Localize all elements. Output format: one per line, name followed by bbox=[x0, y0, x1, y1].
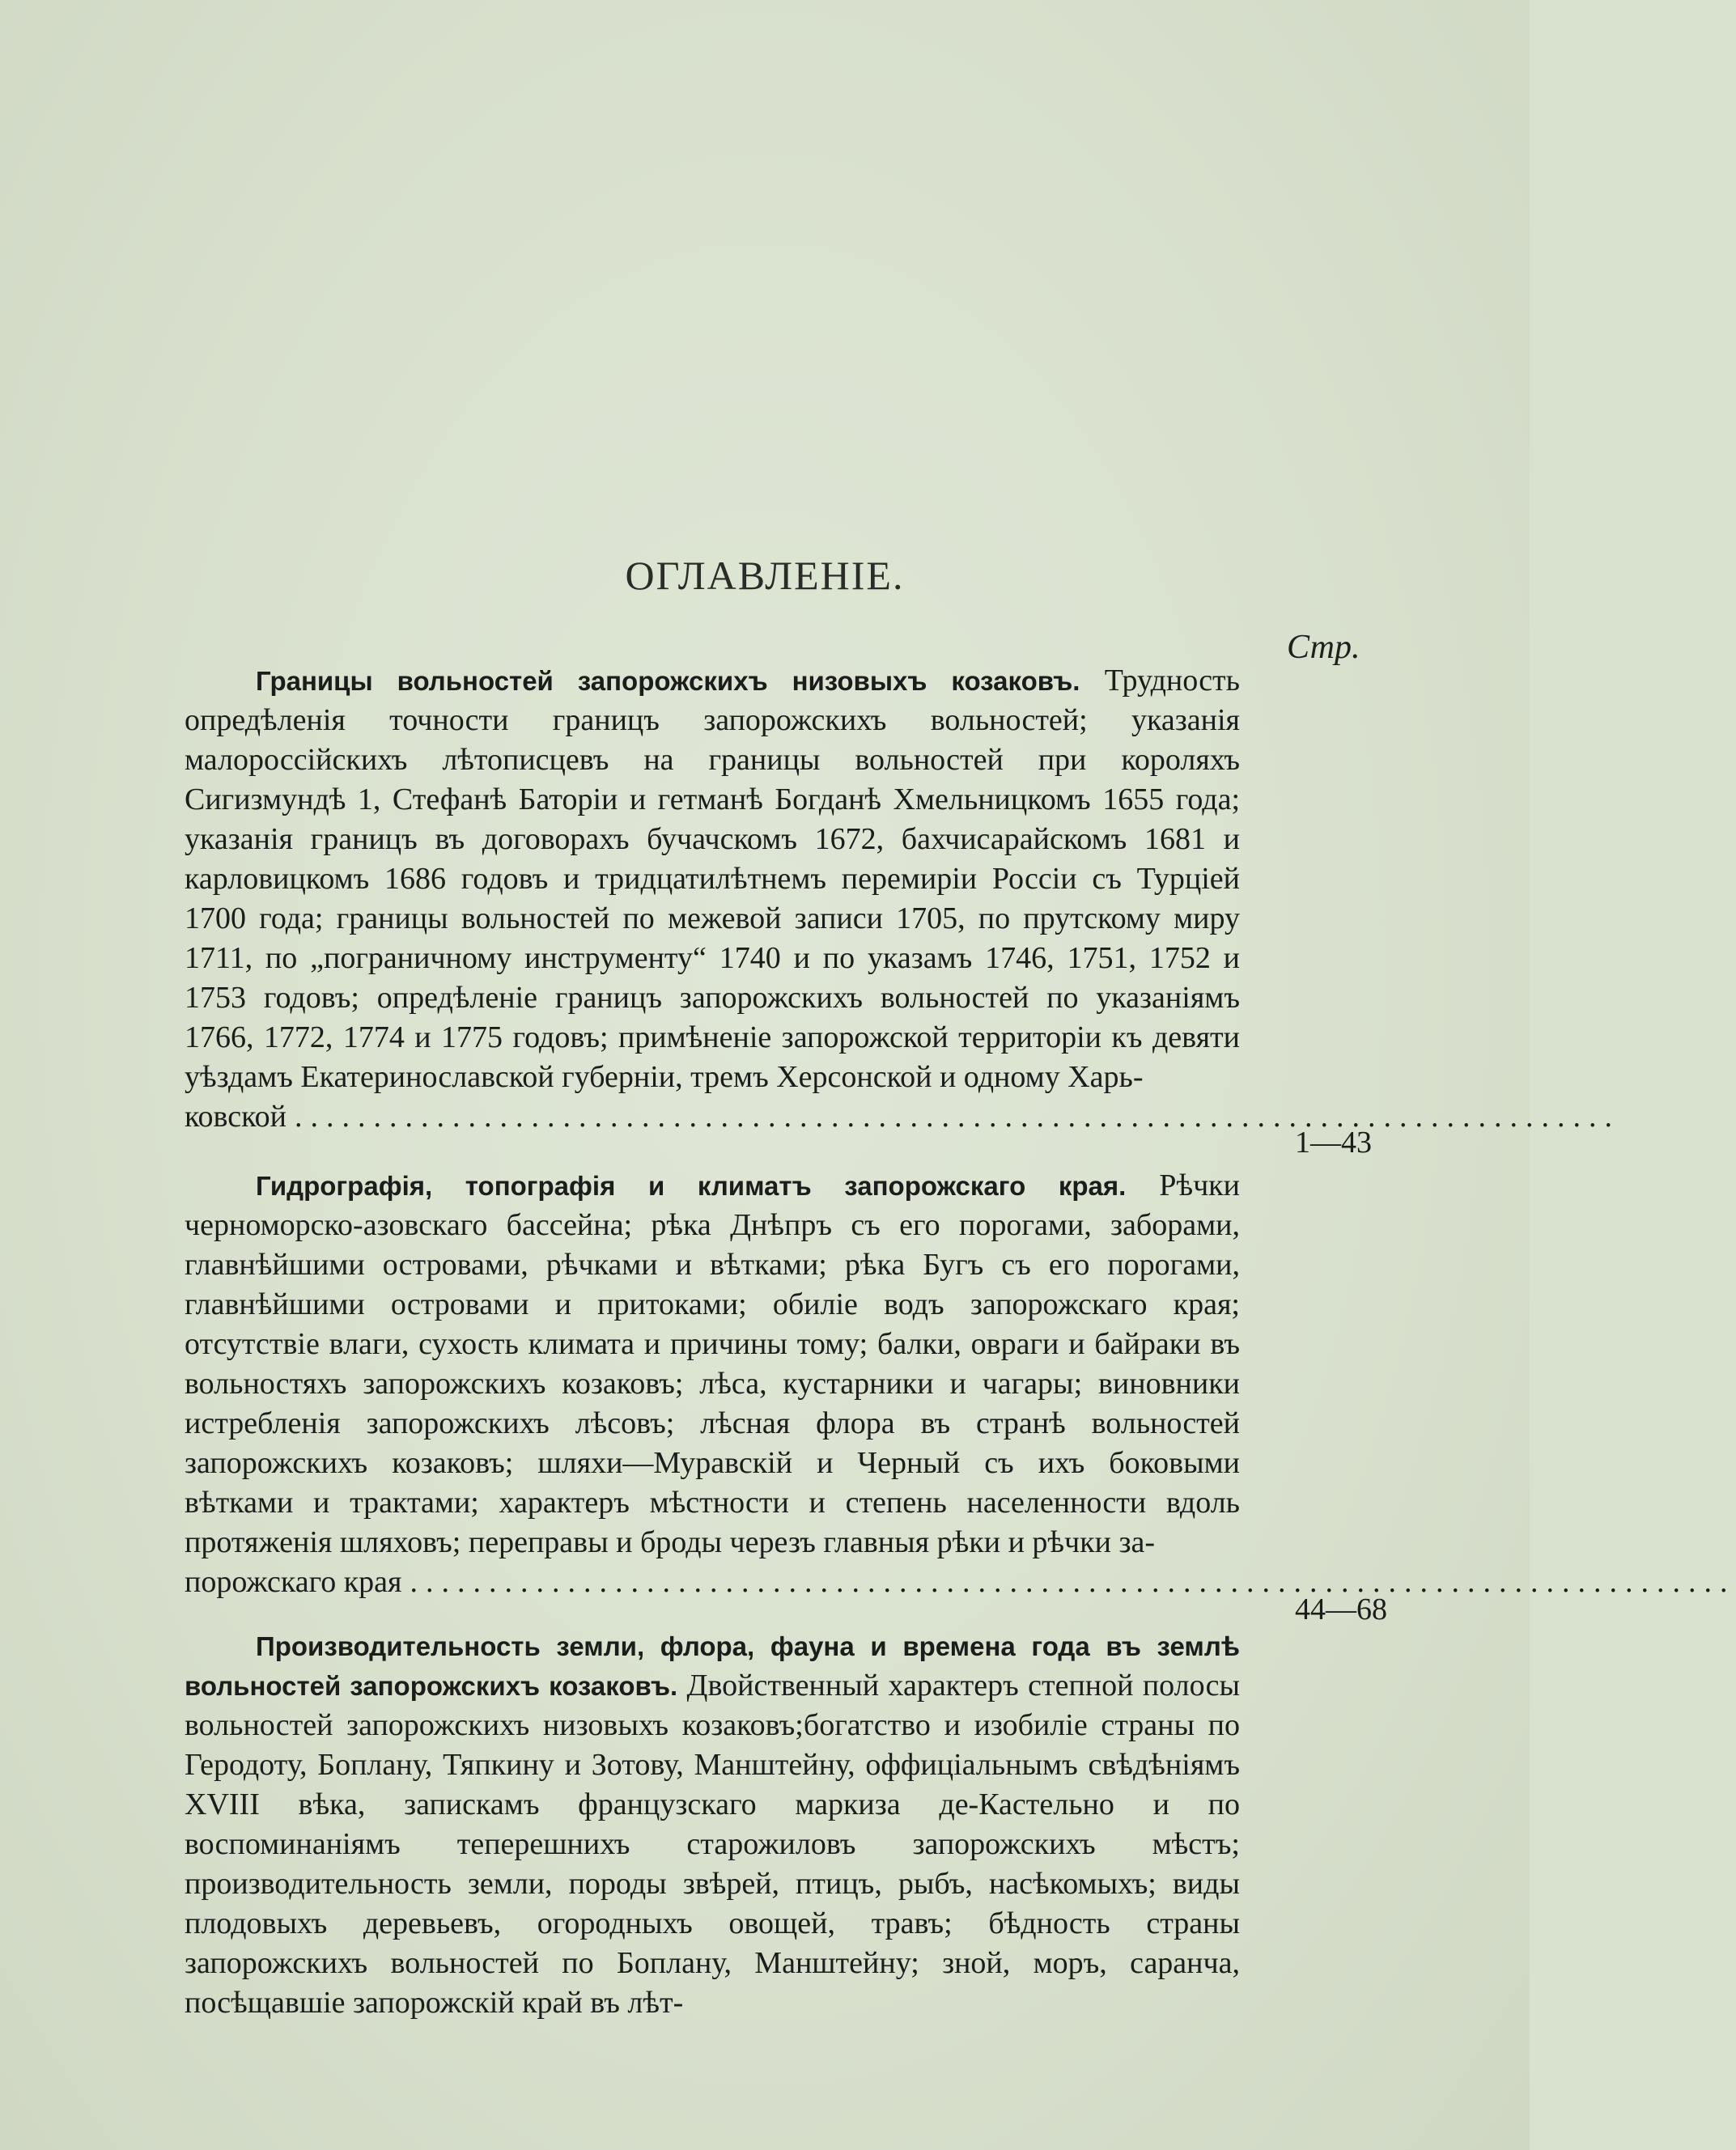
toc-entry-body bbox=[185, 1626, 1240, 2023]
toc-entry-heading: Границы вольностей запорожскихъ низовыхъ козаковъ. bbox=[256, 666, 1080, 696]
toc-entry-heading: Гидрографія, топографія и климатъ запорожскаго края. bbox=[256, 1171, 1127, 1201]
toc-entry-body bbox=[185, 1166, 1240, 1563]
dot-leader: .................................................................................... bbox=[410, 1565, 1736, 1599]
toc-entry-pages: 44—68 bbox=[1295, 1592, 1387, 1626]
toc-entry bbox=[185, 1626, 1240, 2023]
dot-leader: .................................................................................... bbox=[295, 1100, 1620, 1134]
page-title: ОГЛАВЛЕНІЕ. bbox=[625, 553, 905, 598]
toc-entry-body bbox=[185, 661, 1240, 1097]
page-column-header: Стр. bbox=[1287, 629, 1360, 666]
toc-entry-text: Рѣчки черноморско-азовскаго бассейна; рѣка Днѣпръ съ его порогами, заборами, главнѣйшими островами, рѣчками и вѣтками; рѣка Бугъ съ его порогами, главнѣйшими островами и притоками; обиліе водъ запорожскаго края; отсутствіе влаги, сухость климата и причины тому; балки, овраги и байраки въ вольностяхъ запорожскихъ козаковъ; лѣса, кустарники и чагары; виновники истребленія запорожскихъ лѣсовъ; лѣсная флора въ странѣ вольностей запорожскихъ козаковъ; шляхи—Муравскій и Черный съ ихъ боковыми вѣтками и трактами; характеръ мѣстности и степень населенности вдоль протяженія шляховъ; переправы и броды черезъ главныя рѣки и рѣчки за- bbox=[185, 1168, 1240, 1559]
toc-leader-line bbox=[185, 1097, 1620, 1137]
toc-entry-text: Трудность опредѣленія точности границъ запорожскихъ вольностей; указанія малороссійскихъ лѣтописцевъ на границы вольностей при короляхъ Сигизмундѣ 1, Стефанѣ Баторіи и гетманѣ Богданѣ Хмельницкомъ 1655 года; указанія границъ въ договорахъ бучачскомъ 1672, бахчисарайскомъ 1681 и карловицкомъ 1686 годовъ и тридцатилѣтнемъ перемиріи Россіи съ Турціей 1700 года; границы вольностей по межевой записи 1705, по прутскому миру 1711, по „пограничному инструменту“ 1740 и по указамъ 1746, 1751, 1752 и 1753 годовъ; опредѣленіе границъ запорожскихъ вольностей по указаніямъ 1766, 1772, 1774 и 1775 годовъ; примѣненіе запорожской территоріи къ девяти уѣздамъ Екатеринославской губерніи, тремъ Херсонской и одному Харь- bbox=[185, 664, 1240, 1094]
toc-entry-last-line: ковской bbox=[185, 1100, 287, 1134]
toc-leader-line bbox=[185, 1563, 1736, 1602]
toc-entry bbox=[185, 661, 1620, 1137]
toc-entry-heading: Производительность земли, флора, фауна и времена года въ землѣ вольностей запорожскихъ козаковъ. bbox=[185, 1631, 1240, 1701]
toc-entry-text: Двойственный характеръ степной полосы вольностей запорожскихъ низовыхъ козаковъ;богатство и изобиліе страны по Геродоту, Боплану, Тяпкину и Зотову, Манштейну, оффиціальнымъ свѣдѣніямъ XVIII вѣка, запискамъ французскаго маркиза де-Кастельно и по воспоминаніямъ теперешнихъ старожиловъ запорожскихъ мѣстъ; производительность земли, породы звѣрей, птицъ, рыбъ, насѣкомыхъ; виды плодовыхъ деревьевъ, огородныхъ овощей, травъ; бѣдность страны запорожскихъ вольностей по Боплану, Манштейну; зной, моръ, саранча, посѣщавшіе запорожскій край въ лѣт- bbox=[185, 1669, 1240, 2020]
toc-entry-last-line: порожскаго края bbox=[185, 1565, 402, 1599]
toc-entry bbox=[185, 1166, 1736, 1602]
toc-entry-pages: 1—43 bbox=[1295, 1126, 1372, 1160]
